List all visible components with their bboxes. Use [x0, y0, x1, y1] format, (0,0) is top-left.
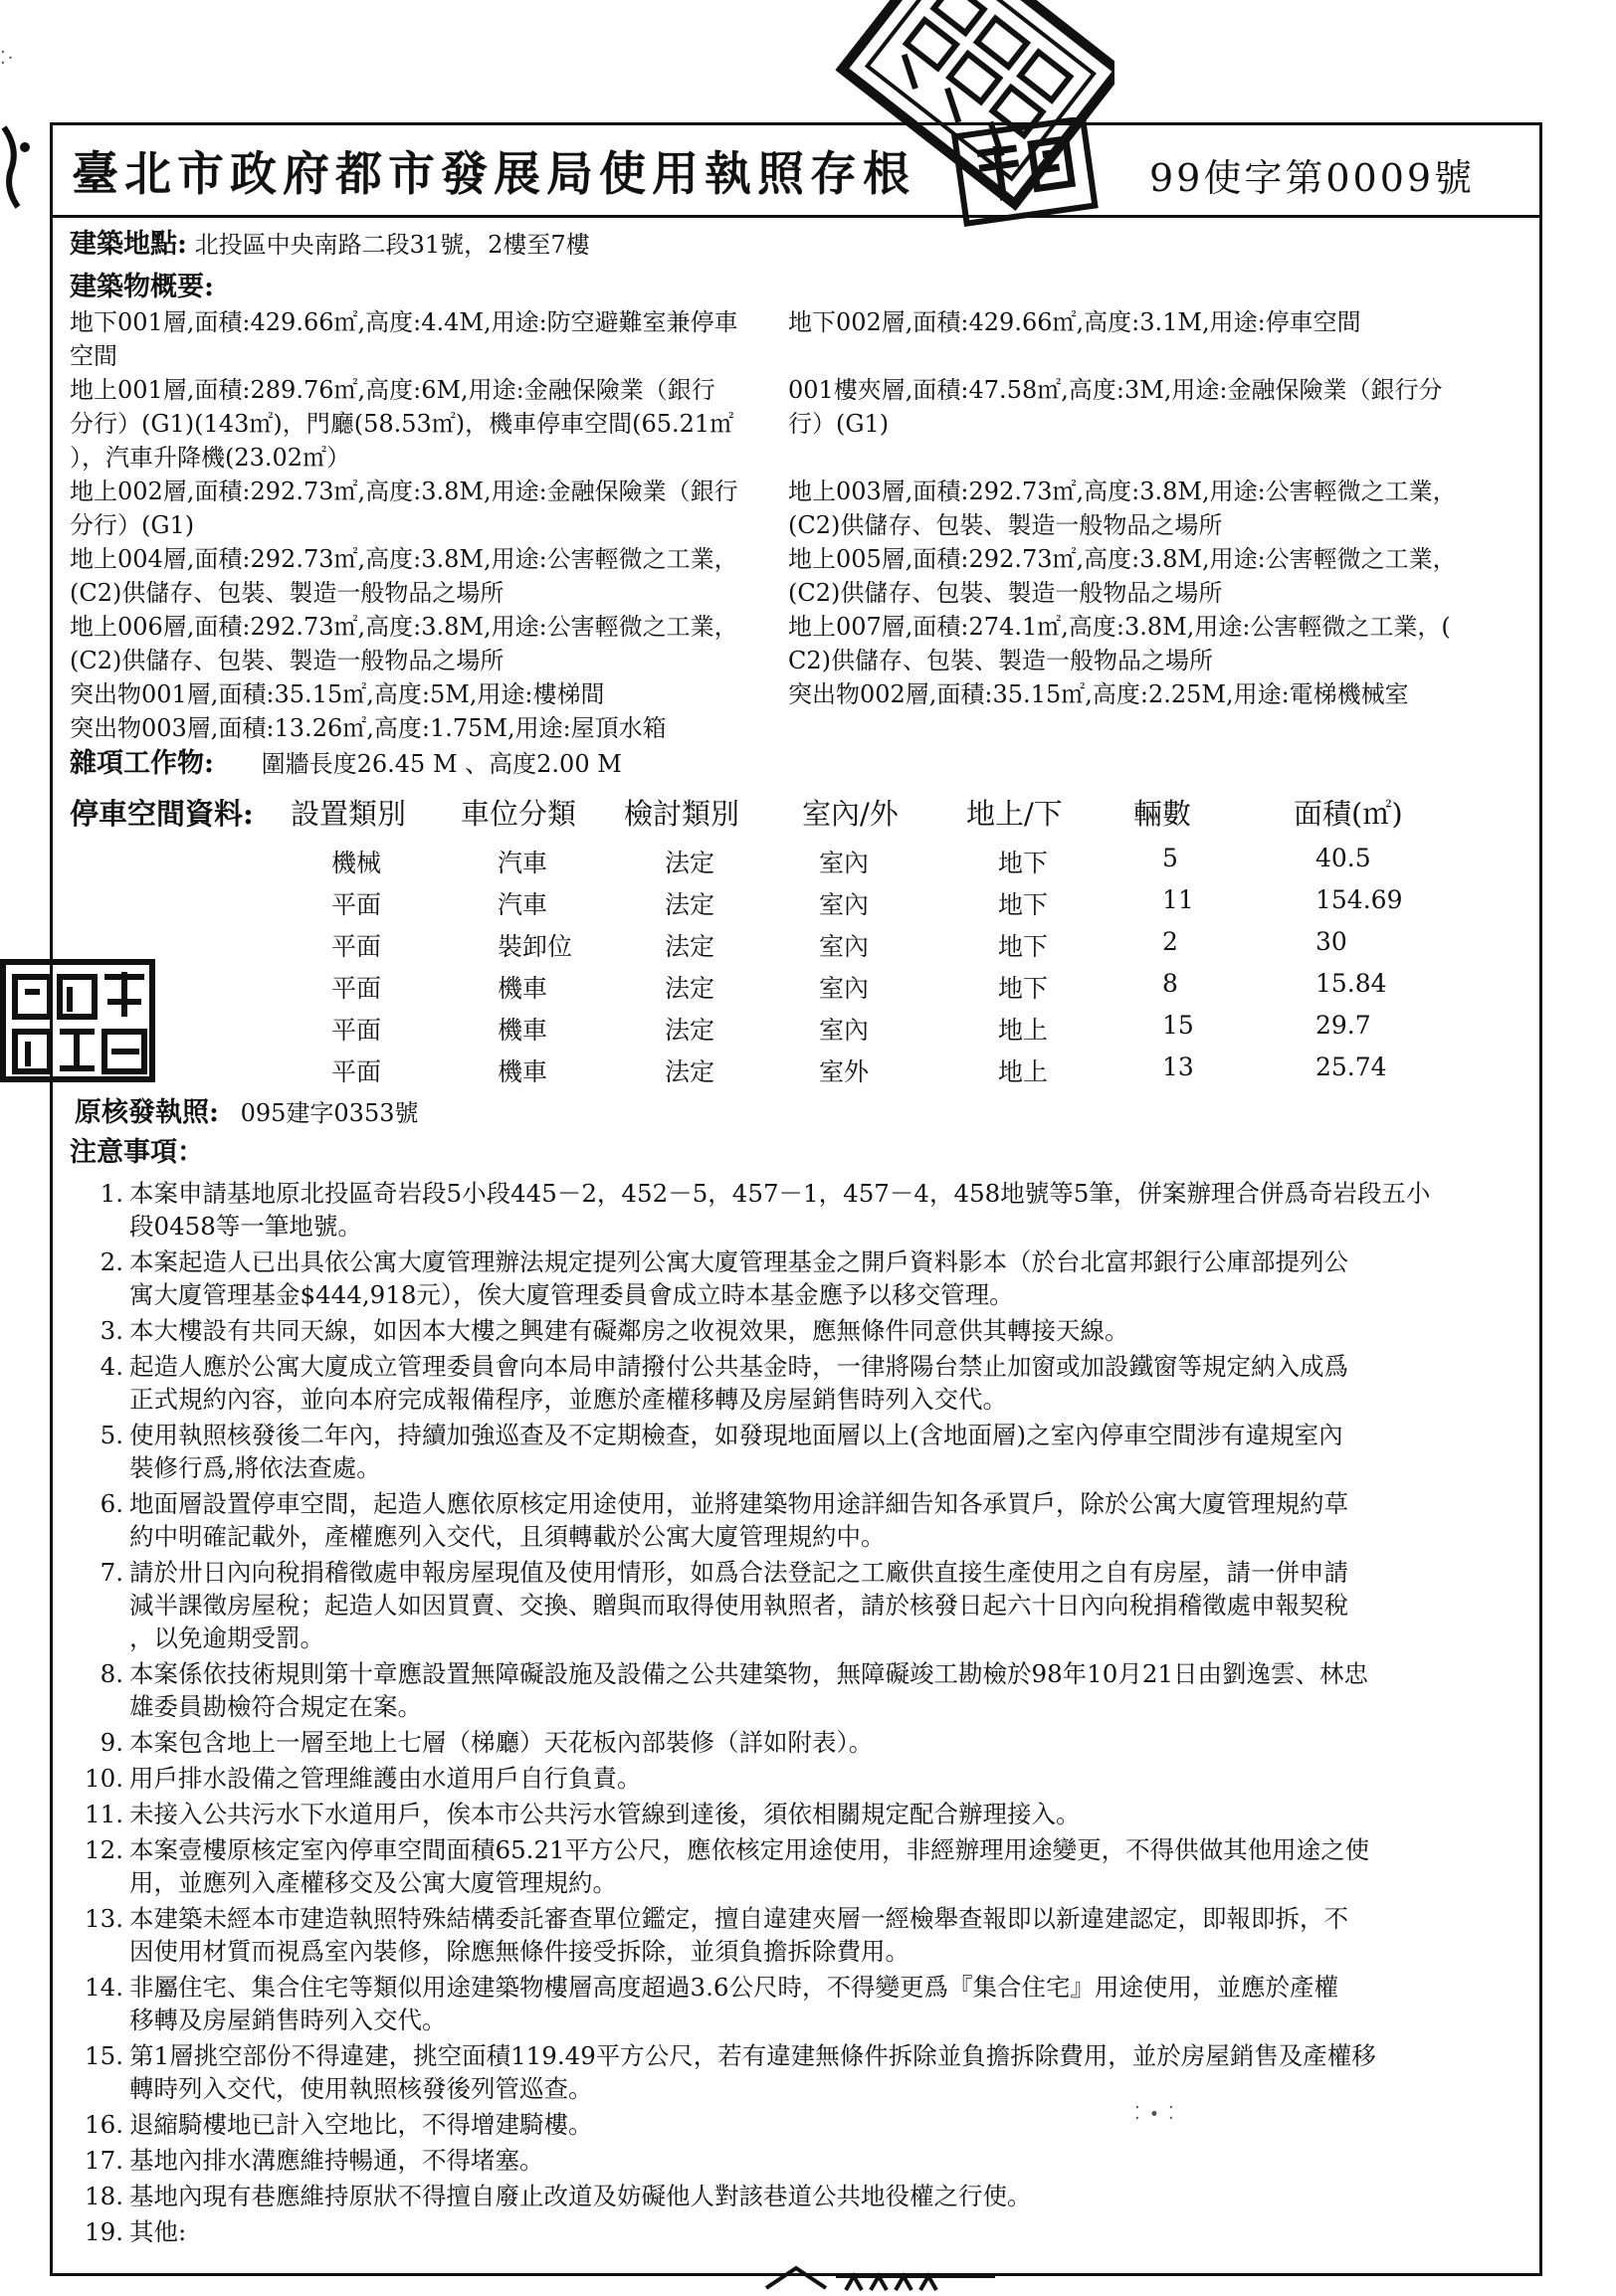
note-number: 15.	[85, 2041, 123, 2070]
parking-cell: 25.74	[1315, 1052, 1387, 1081]
original-permit-value: 095建字0353號	[240, 1099, 419, 1127]
note-number: 3.	[100, 1316, 123, 1345]
parking-cell: 29.7	[1315, 1011, 1371, 1040]
note-number: 13.	[85, 1904, 123, 1933]
parking-column-header: 室內/外	[802, 797, 899, 831]
summary-left-line: 突出物003層,面積:13.26㎡,高度:1.75M,用途:屋頂水箱	[70, 714, 667, 742]
parking-cell: 地下	[998, 890, 1049, 919]
misc-label: 雜項工作物:	[70, 748, 214, 779]
note-text: ，以免逾期受罰。	[129, 1624, 324, 1652]
summary-right-line: 地上007層,面積:274.1㎡,高度:3.8M,用途:公害輕微之工業，(	[788, 613, 1451, 641]
note-text: 寓大廈管理基金$444,918元），俟大廈管理委員會成立時本基金應予以移交管理。	[129, 1280, 1014, 1309]
left-margin-mark	[0, 117, 40, 237]
note-number: 14.	[85, 1973, 123, 2002]
note-text: 因使用材質而視爲室內裝修，除應無條件接受拆除，並須負擔拆除費用。	[129, 1937, 909, 1966]
note-number: 17.	[85, 2146, 123, 2175]
parking-cell: 地上	[998, 1057, 1049, 1086]
note-line	[80, 1902, 1348, 1935]
parking-cell: 法定	[665, 1016, 715, 1045]
note-line	[80, 2215, 187, 2248]
parking-column-header: 檢討類別	[624, 797, 740, 831]
summary-left-line: 空間	[70, 342, 117, 370]
parking-cell: 室內	[819, 849, 870, 877]
note-line	[80, 1245, 1348, 1278]
note-line	[80, 1798, 1081, 1830]
parking-cell: 機車	[498, 974, 548, 1003]
summary-right-line: 突出物002層,面積:35.15㎡,高度:2.25M,用途:電梯機械室	[788, 680, 1409, 708]
parking-column-header: 設置類別	[291, 797, 407, 831]
note-text: 移轉及房屋銷售時列入交代。	[129, 2006, 447, 2034]
note-line	[80, 1726, 874, 1759]
original-permit-row	[75, 1098, 419, 1128]
note-text: 轉時列入交代，使用執照核發後列管巡查。	[129, 2074, 593, 2103]
note-number: 19.	[85, 2217, 123, 2246]
note-number: 12.	[85, 1835, 123, 1864]
parking-cell: 平面	[331, 932, 382, 961]
parking-label: 停車空間資料:	[70, 797, 254, 831]
summary-right-line: 地下002層,面積:429.66㎡,高度:3.1M,用途:停車空間	[788, 308, 1361, 336]
note-text: 請於卅日內向稅捐稽徵處申報房屋現值及使用情形，如爲合法登記之工廠供直接生產使用之自有房屋，請一併申請	[129, 1558, 1348, 1587]
note-line	[80, 2180, 1032, 2212]
note-text: 非屬住宅、集合住宅等類似用途建築物樓層高度超過3.6公尺時，不得變更爲『集合住宅』用途使用，並應於產權	[129, 1973, 1338, 2002]
parking-cell: 平面	[331, 890, 382, 919]
note-line	[80, 1762, 642, 1795]
note-number: 11.	[85, 1800, 123, 1828]
misc-value: 圍牆長度26.45 M 、高度2.00 M	[261, 750, 622, 778]
side-seal-stamp	[0, 957, 159, 1086]
note-text: 減半課徵房屋稅；起造人如因買賣、交換、贈與而取得使用執照者，請於核發日起六十日內向稅捐稽徵處申報契稅	[129, 1591, 1348, 1620]
note-text: 使用執照核發後二年內，持續加強巡查及不定期檢查，如發現地面層以上(含地面層)之室內停車空間涉有違規室內	[129, 1421, 1343, 1449]
note-text: 約中明確記載外，產權應列入交代，且須轉載於公寓大廈管理規約中。	[129, 1522, 886, 1551]
parking-cell: 15.84	[1315, 969, 1387, 998]
parking-cell: 地下	[998, 932, 1049, 961]
note-number: 2.	[100, 1247, 123, 1276]
parking-cell: 地下	[998, 849, 1049, 877]
note-number: 1.	[100, 1179, 123, 1208]
parking-cell: 法定	[665, 1057, 715, 1086]
note-line	[80, 2039, 1376, 2072]
note-number: 10.	[85, 1764, 123, 1793]
note-number: 5.	[100, 1421, 123, 1449]
parking-cell: 汽車	[498, 849, 548, 877]
original-permit-label: 原核發執照:	[75, 1097, 219, 1128]
note-text: 退縮騎樓地已計入空地比，不得增建騎樓。	[129, 2110, 593, 2139]
summary-right-line: 地上005層,面積:292.73㎡,高度:3.8M,用途:公害輕微之工業，	[788, 545, 1457, 573]
parking-cell: 室內	[819, 974, 870, 1003]
note-text: 雄委員勘檢符合規定在案。	[129, 1692, 422, 1721]
parking-column-header: 地上/下	[966, 797, 1063, 831]
note-text: 用戶排水設備之管理維護由水道用戶自行負責。	[129, 1764, 642, 1793]
parking-cell: 法定	[665, 932, 715, 961]
parking-cell: 裝卸位	[498, 932, 573, 961]
notes-label: 注意事項：	[70, 1137, 204, 1168]
summary-left-line: 地上001層,面積:289.76㎡,高度:6M,用途:金融保險業（銀行	[70, 376, 715, 404]
parking-cell: 地下	[998, 974, 1049, 1003]
parking-cell: 5	[1162, 844, 1178, 872]
parking-cell: 11	[1162, 885, 1194, 914]
parking-cell: 機車	[498, 1016, 548, 1045]
document-title: 臺北市政府都市發展局使用執照存根	[72, 147, 915, 202]
note-line	[80, 1556, 1348, 1589]
note-line	[80, 1971, 1338, 2004]
parking-cell: 法定	[665, 849, 715, 877]
summary-label: 建築物概要:	[70, 272, 214, 302]
note-text: 其他:	[129, 2217, 187, 2246]
note-text: 用，並應列入產權移交及公寓大廈管理規約。	[129, 1868, 617, 1897]
scan-noise: ⁚ ∙ ⁚	[1134, 2103, 1176, 2124]
parking-cell: 法定	[665, 974, 715, 1003]
parking-cell: 機車	[498, 1057, 548, 1086]
note-line	[80, 2144, 544, 2177]
summary-left-line: 地上006層,面積:292.73㎡,高度:3.8M,用途:公害輕微之工業，	[70, 613, 738, 641]
note-line	[80, 1314, 1129, 1347]
site-value: 北投區中央南路二段31號，2樓至7樓	[194, 231, 590, 259]
summary-left-line: 突出物001層,面積:35.15㎡,高度:5M,用途:樓梯間	[70, 680, 605, 708]
summary-left-line: 地下001層,面積:429.66㎡,高度:4.4M,用途:防空避難室兼停車	[70, 308, 738, 336]
summary-left-line: 分行）(G1)	[70, 511, 195, 539]
note-number: 16.	[85, 2110, 123, 2139]
note-line	[80, 1487, 1348, 1520]
parking-cell: 平面	[331, 1016, 382, 1045]
note-line	[80, 1177, 1431, 1210]
note-number: 8.	[100, 1659, 123, 1688]
summary-right-line: (C2)供儲存、包裝、製造一般物品之場所	[788, 511, 1223, 539]
note-text: 本大樓設有共同天線，如因本大樓之興建有礙鄰房之收視效果，應無條件同意供其轉接天線。	[129, 1316, 1129, 1345]
summary-left-line: (C2)供儲存、包裝、製造一般物品之場所	[70, 647, 505, 674]
summary-right-line: 行）(G1)	[788, 410, 890, 438]
summary-right-line: C2)供儲存、包裝、製造一般物品之場所	[788, 647, 1213, 674]
note-text: 本案係依技術規則第十章應設置無障礙設施及設備之公共建築物，無障礙竣工勘檢於98年10月21日由劉逸雲、林忠	[129, 1659, 1369, 1688]
parking-cell: 30	[1315, 927, 1347, 956]
note-text: 未接入公共污水下水道用戶，俟本市公共污水管線到達後，須依相關規定配合辦理接入。	[129, 1800, 1081, 1828]
note-text: 基地內現有巷應維持原狀不得擅自廢止改道及妨礙他人對該巷道公共地役權之行使。	[129, 2182, 1032, 2210]
summary-right-line: (C2)供儲存、包裝、製造一般物品之場所	[788, 579, 1223, 607]
parking-column-header: 面積(㎡)	[1294, 797, 1403, 831]
note-line	[80, 1419, 1343, 1451]
site-label: 建築地點:	[70, 229, 187, 260]
summary-left-line: 分行）(G1)(143㎡)，門廳(58.53㎡)，機車停車空間(65.21㎡	[70, 410, 734, 438]
note-number: 6.	[100, 1489, 123, 1518]
note-line	[80, 1657, 1369, 1690]
note-text: 基地內排水溝應維持暢通，不得堵塞。	[129, 2146, 544, 2175]
note-line	[80, 1833, 1370, 1866]
note-text: 本案壹樓原核定室內停車空間面積65.21平方公尺，應依核定用途使用，非經辦理用途變更，不得供做其他用途之使	[129, 1835, 1370, 1864]
note-number: 4.	[100, 1352, 123, 1381]
approval-stamp	[950, 117, 1100, 227]
note-text: 地面層設置停車空間，起造人應依原核定用途使用，並將建築物用途詳細告知各承買戶，除於公寓大廈管理規約草	[129, 1489, 1348, 1518]
parking-cell: 室內	[819, 890, 870, 919]
note-text: 本案申請基地原北投區奇岩段5小段445－2，452－5，457－1，457－4，458地號等5筆，併案辦理合併爲奇岩段五小	[129, 1179, 1431, 1208]
note-number: 18.	[85, 2182, 123, 2210]
bottom-seal-fragment	[756, 2258, 1015, 2296]
parking-cell: 機械	[331, 849, 382, 877]
parking-cell: 法定	[665, 890, 715, 919]
summary-right-line: 地上003層,面積:292.73㎡,高度:3.8M,用途:公害輕微之工業，	[788, 478, 1457, 505]
parking-cell: 平面	[331, 1057, 382, 1086]
parking-cell: 地上	[998, 1016, 1049, 1045]
summary-left-line: ），汽車升降機(23.02㎡）	[70, 444, 351, 472]
site-row	[70, 230, 590, 260]
note-text: 本案包含地上一層至地上七層（梯廳）天花板內部裝修（詳如附表）。	[129, 1728, 874, 1757]
parking-cell: 8	[1162, 969, 1178, 998]
parking-cell: 2	[1162, 927, 1178, 956]
note-text: 裝修行爲,將依法查處。	[129, 1453, 381, 1482]
note-text: 正式規約內容，並向本府完成報備程序，並應於產權移轉及房屋銷售時列入交代。	[129, 1385, 1007, 1414]
summary-left-line: 地上002層,面積:292.73㎡,高度:3.8M,用途:金融保險業（銀行	[70, 478, 738, 505]
note-text: 第1層挑空部份不得違建，挑空面積119.49平方公尺，若有違建無條件拆除並負擔拆除費用，並於房屋銷售及產權移	[129, 2041, 1376, 2070]
note-text: 本建築未經本市建造執照特殊結構委託審查單位鑑定，擅自違建夾層一經檢舉查報即以新違建認定，即報即拆，不	[129, 1904, 1348, 1933]
scan-mark: ⁚·	[0, 48, 16, 69]
parking-cell: 平面	[331, 974, 382, 1003]
parking-cell: 154.69	[1315, 885, 1403, 914]
note-number: 9.	[100, 1728, 123, 1757]
parking-cell: 15	[1162, 1011, 1194, 1040]
parking-cell: 室內	[819, 1016, 870, 1045]
note-text: 本案起造人已出具依公寓大廈管理辦法規定提列公寓大廈管理基金之開戶資料影本（於台北富邦銀行公庫部提列公	[129, 1247, 1348, 1276]
note-text: 起造人應於公寓大廈成立管理委員會向本局申請撥付公共基金時，一律將陽台禁止加窗或加設鐵窗等規定納入成爲	[129, 1352, 1348, 1381]
summary-left-line: (C2)供儲存、包裝、製造一般物品之場所	[70, 579, 505, 607]
note-text: 段0458等一筆地號。	[129, 1212, 362, 1241]
note-line	[80, 1350, 1348, 1383]
permit-number: 99使字第0009號	[1149, 156, 1476, 200]
parking-cell: 40.5	[1315, 844, 1371, 872]
summary-right-line: 001樓夾層,面積:47.58㎡,高度:3M,用途:金融保險業（銀行分	[788, 376, 1443, 404]
parking-column-header: 車位分類	[461, 797, 577, 831]
note-line	[80, 2108, 593, 2141]
parking-cell: 汽車	[498, 890, 548, 919]
parking-cell: 13	[1162, 1052, 1194, 1081]
parking-cell: 室外	[819, 1057, 870, 1086]
misc-row	[70, 749, 622, 779]
summary-left-line: 地上004層,面積:292.73㎡,高度:3.8M,用途:公害輕微之工業，	[70, 545, 738, 573]
parking-cell: 室內	[819, 932, 870, 961]
parking-column-header: 輛數	[1133, 797, 1192, 831]
note-number: 7.	[100, 1558, 123, 1587]
